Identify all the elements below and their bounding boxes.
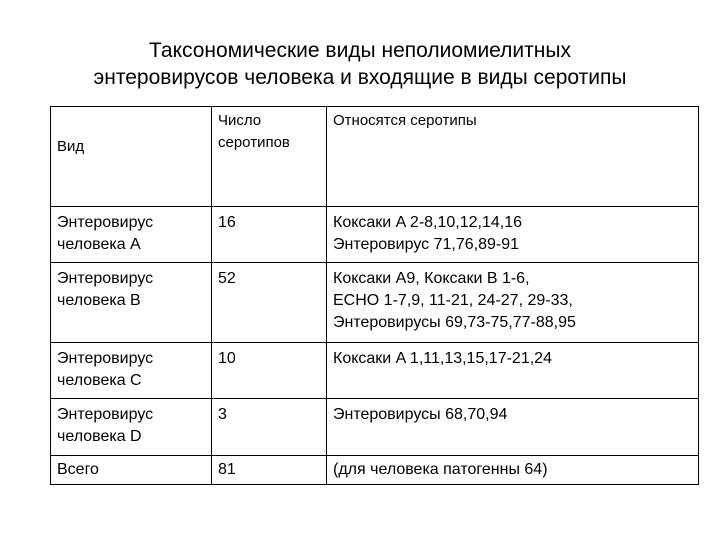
species-line: Энтеровирус xyxy=(57,214,154,231)
header-serotype-count-line: Число xyxy=(218,112,262,129)
header-species: Вид xyxy=(51,107,212,207)
serotypes-cell xyxy=(327,207,699,263)
species-line: Энтеровирус xyxy=(57,270,154,287)
species-line: Энтеровирус xyxy=(57,350,154,367)
species-line: человека A xyxy=(57,236,141,253)
species-line: человека D xyxy=(57,428,142,445)
serotypes-cell xyxy=(327,343,699,399)
serotypes-cell xyxy=(327,399,699,456)
species-cell xyxy=(51,399,212,456)
serotypes-line: ECHO 1-7,9, 11-21, 24-27, 29-33, xyxy=(333,292,573,309)
serotypes-line: Энтеровирус 71,76,89-91 xyxy=(333,236,520,253)
total-note: (для человека патогенны 64) xyxy=(327,456,699,485)
table-header-row xyxy=(51,107,699,207)
species-cell xyxy=(51,263,212,343)
serotypes-line: Коксаки A 2-8,10,12,14,16 xyxy=(333,214,523,231)
title-line-1: Таксономические виды неполиомиелитных xyxy=(149,39,571,62)
count-cell: 16 xyxy=(212,207,327,263)
table-row xyxy=(51,207,699,263)
count-cell: 3 xyxy=(212,399,327,456)
species-cell xyxy=(51,207,212,263)
species-cell xyxy=(51,343,212,399)
serotypes-line: Энтеровирусы 68,70,94 xyxy=(333,406,508,423)
serotypes-line: Энтеровирусы 69,73-75,77-88,95 xyxy=(333,314,576,331)
species-line: человека C xyxy=(57,372,142,389)
table-row xyxy=(51,399,699,456)
count-cell: 52 xyxy=(212,263,327,343)
serotypes-line: Коксаки A 1,11,13,15,17-21,24 xyxy=(333,350,552,367)
table-total-row xyxy=(51,456,699,485)
total-count: 81 xyxy=(212,456,327,485)
header-serotype-count-line: серотипов xyxy=(218,134,290,151)
header-serotype-count xyxy=(212,107,327,207)
table-row xyxy=(51,263,699,343)
count-cell: 10 xyxy=(212,343,327,399)
enterovirus-table xyxy=(50,106,699,485)
header-serotypes: Относятся серотипы xyxy=(327,107,699,207)
species-line: Энтеровирус xyxy=(57,406,154,423)
title-line-2: энтеровирусов человека и входящие в виды серотипы xyxy=(93,66,627,89)
table-row xyxy=(51,343,699,399)
page-title xyxy=(0,37,720,91)
total-label: Всего xyxy=(51,456,212,485)
serotypes-cell xyxy=(327,263,699,343)
species-line: человека B xyxy=(57,292,141,309)
serotypes-line: Коксаки A9, Коксаки B 1-6, xyxy=(333,270,530,287)
